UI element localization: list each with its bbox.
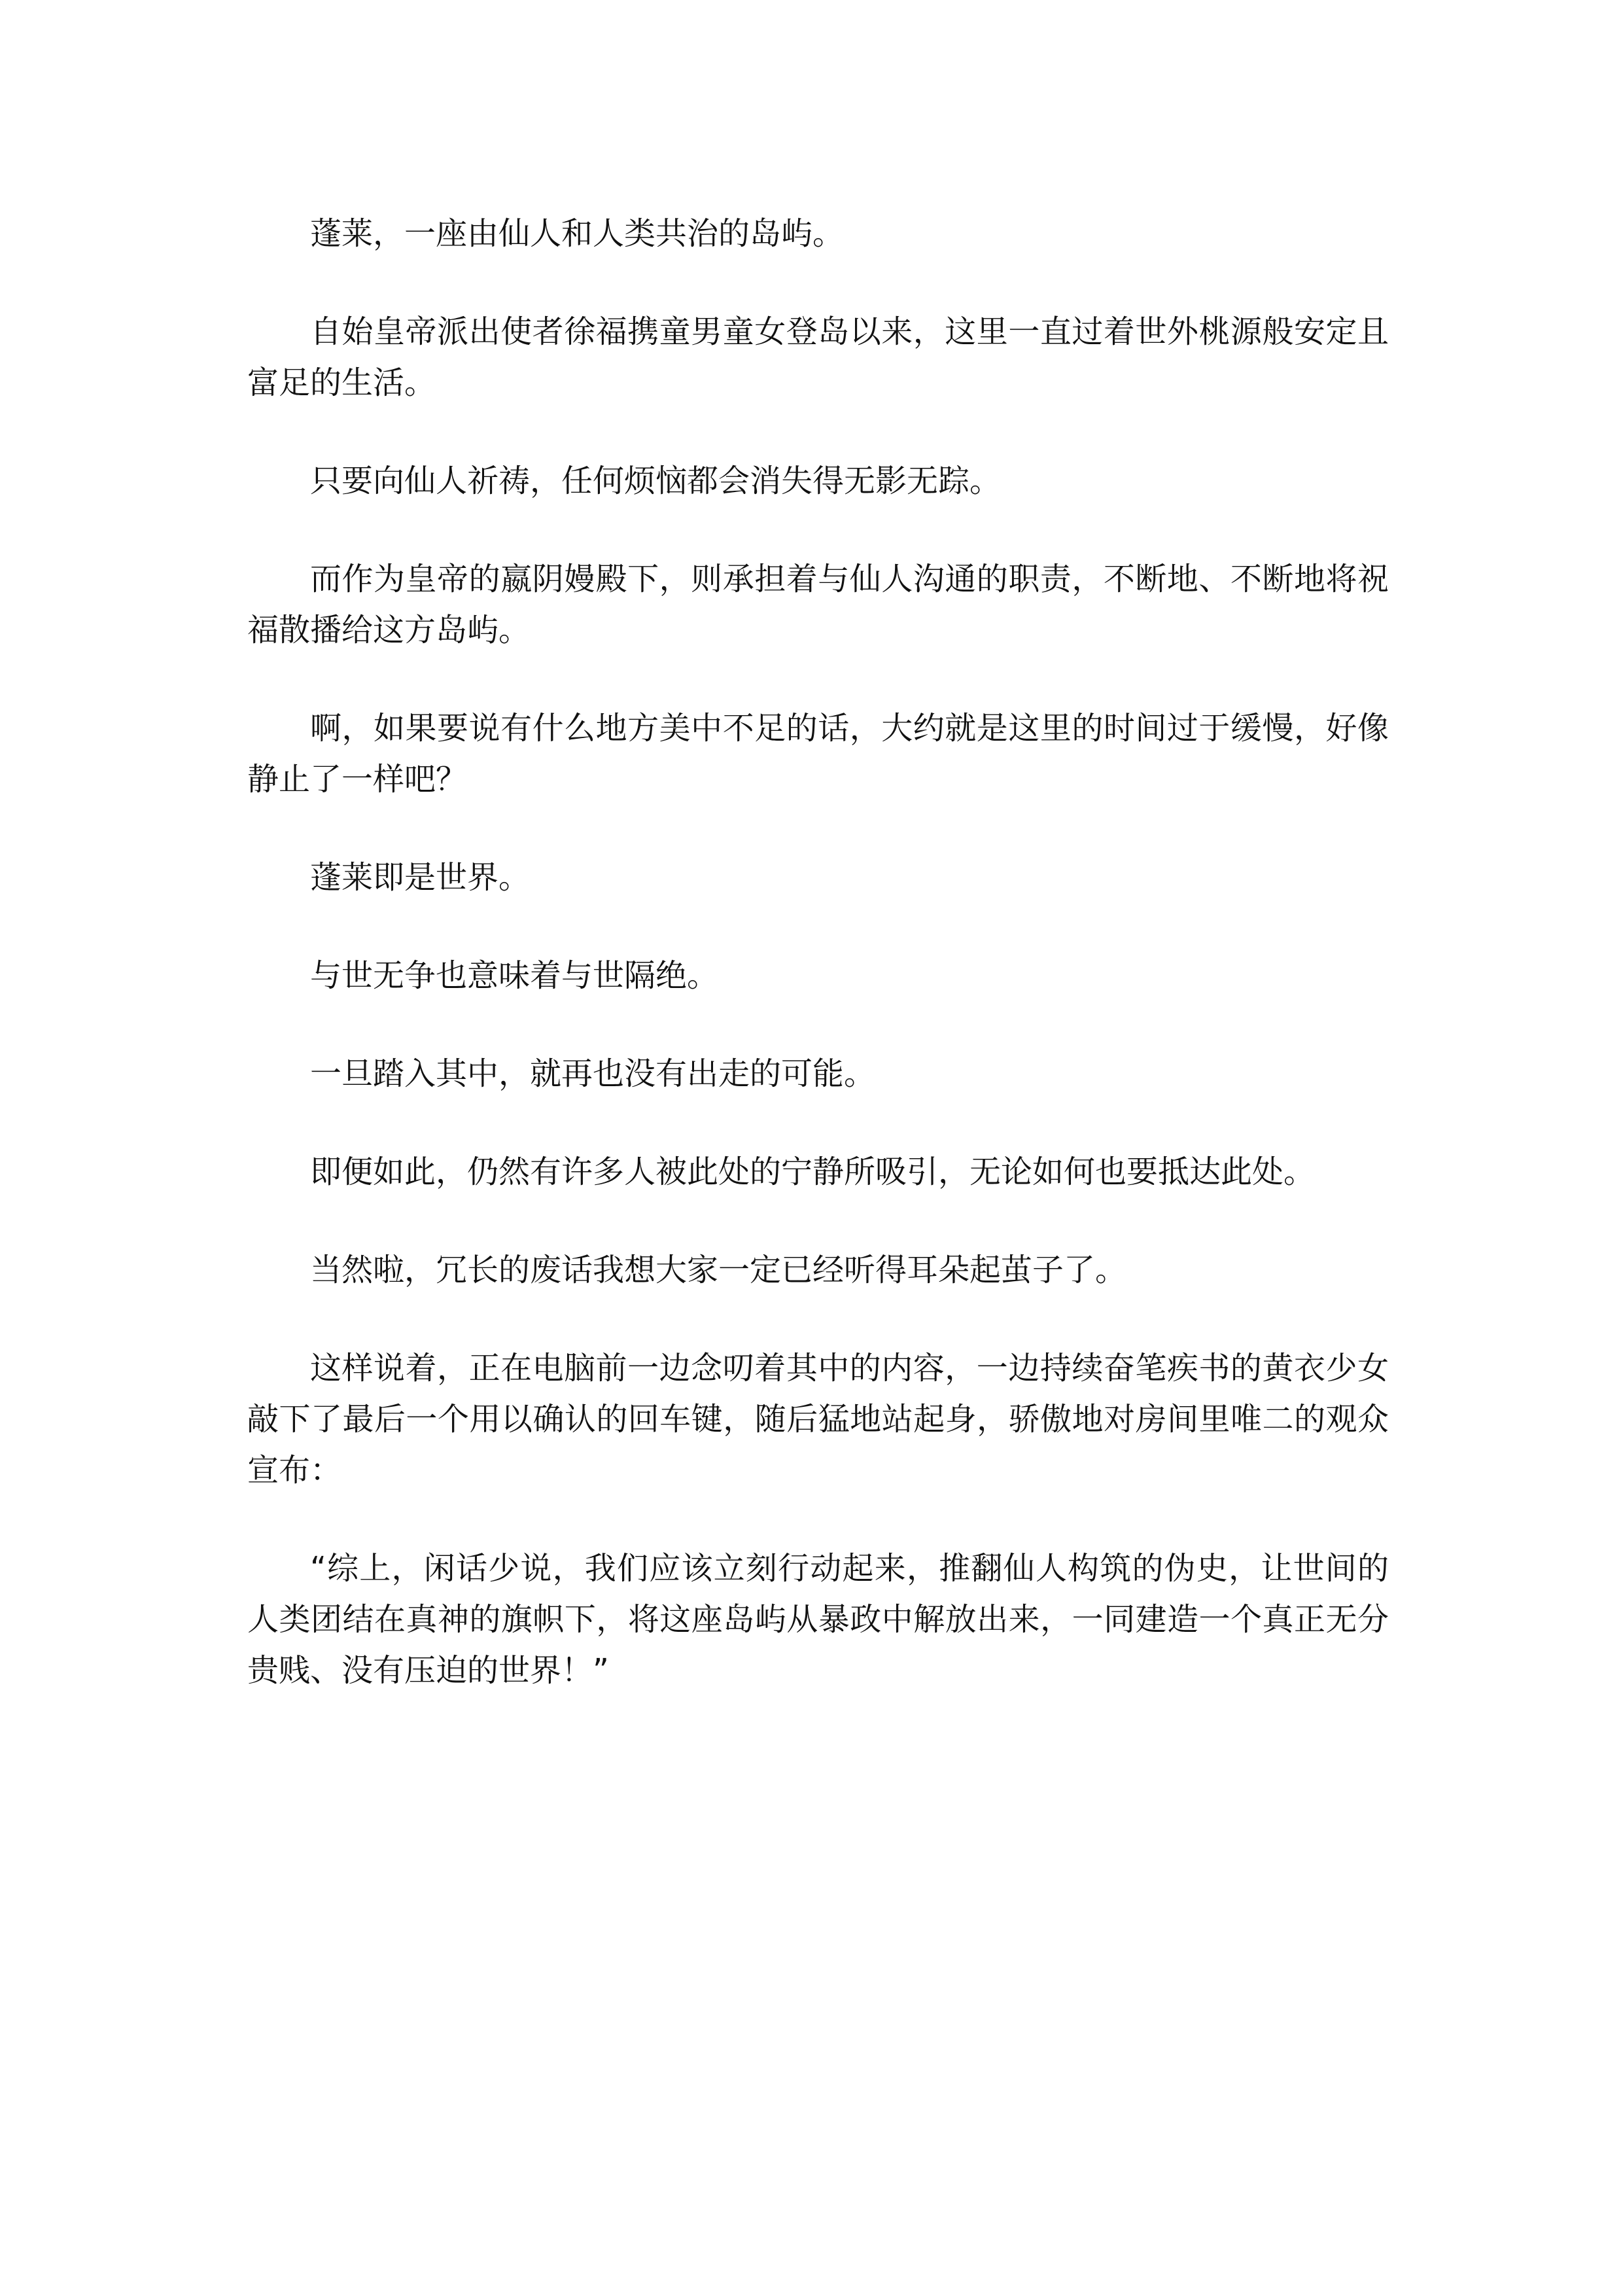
paragraph-7: 与世无争也意味着与世隔绝。 [310, 957, 719, 994]
paragraph-12: “综上，闲话少说，我们应该立刻行动起来，推翻仙人构筑的伪史，让世间的人类团结在真神的旗帜下，将这座岛屿从暴政中解放出来，一同建造一个真正无分贵贱、没有压迫的世界！” [247, 1550, 1389, 1689]
paragraph-6: 蓬莱即是世界。 [310, 859, 531, 896]
paragraph-1: 蓬莱，一座由仙人和人类共治的岛屿。 [310, 215, 845, 252]
document-body [247, 208, 1389, 1743]
paragraph-3: 只要向仙人祈祷，任何烦恼都会消失得无影无踪。 [310, 463, 1002, 499]
paragraph-2: 自始皇帝派出使者徐福携童男童女登岛以来，这里一直过着世外桃源般安定且富足的生活。 [247, 313, 1389, 401]
paragraph-5: 啊，如果要说有什么地方美中不足的话，大约就是这里的时间过于缓慢，好像静止了一样吧？ [247, 710, 1389, 798]
paragraph-4: 而作为皇帝的嬴阴嫚殿下，则承担着与仙人沟通的职责，不断地、不断地将祝福散播给这方岛屿。 [247, 561, 1389, 648]
paragraph-9: 即便如此，仍然有许多人被此处的宁静所吸引，无论如何也要抵达此处。 [310, 1154, 1316, 1190]
paragraph-11: 这样说着，正在电脑前一边念叨着其中的内容，一边持续奋笔疾书的黄衣少女敲下了最后一个用以确认的回车键，随后猛地站起身，骄傲地对房间里唯二的观众宣布： [247, 1350, 1389, 1489]
paragraph-8: 一旦踏入其中，就再也没有出走的可能。 [310, 1055, 876, 1092]
paragraph-10: 当然啦，冗长的废话我想大家一定已经听得耳朵起茧子了。 [310, 1252, 1127, 1288]
